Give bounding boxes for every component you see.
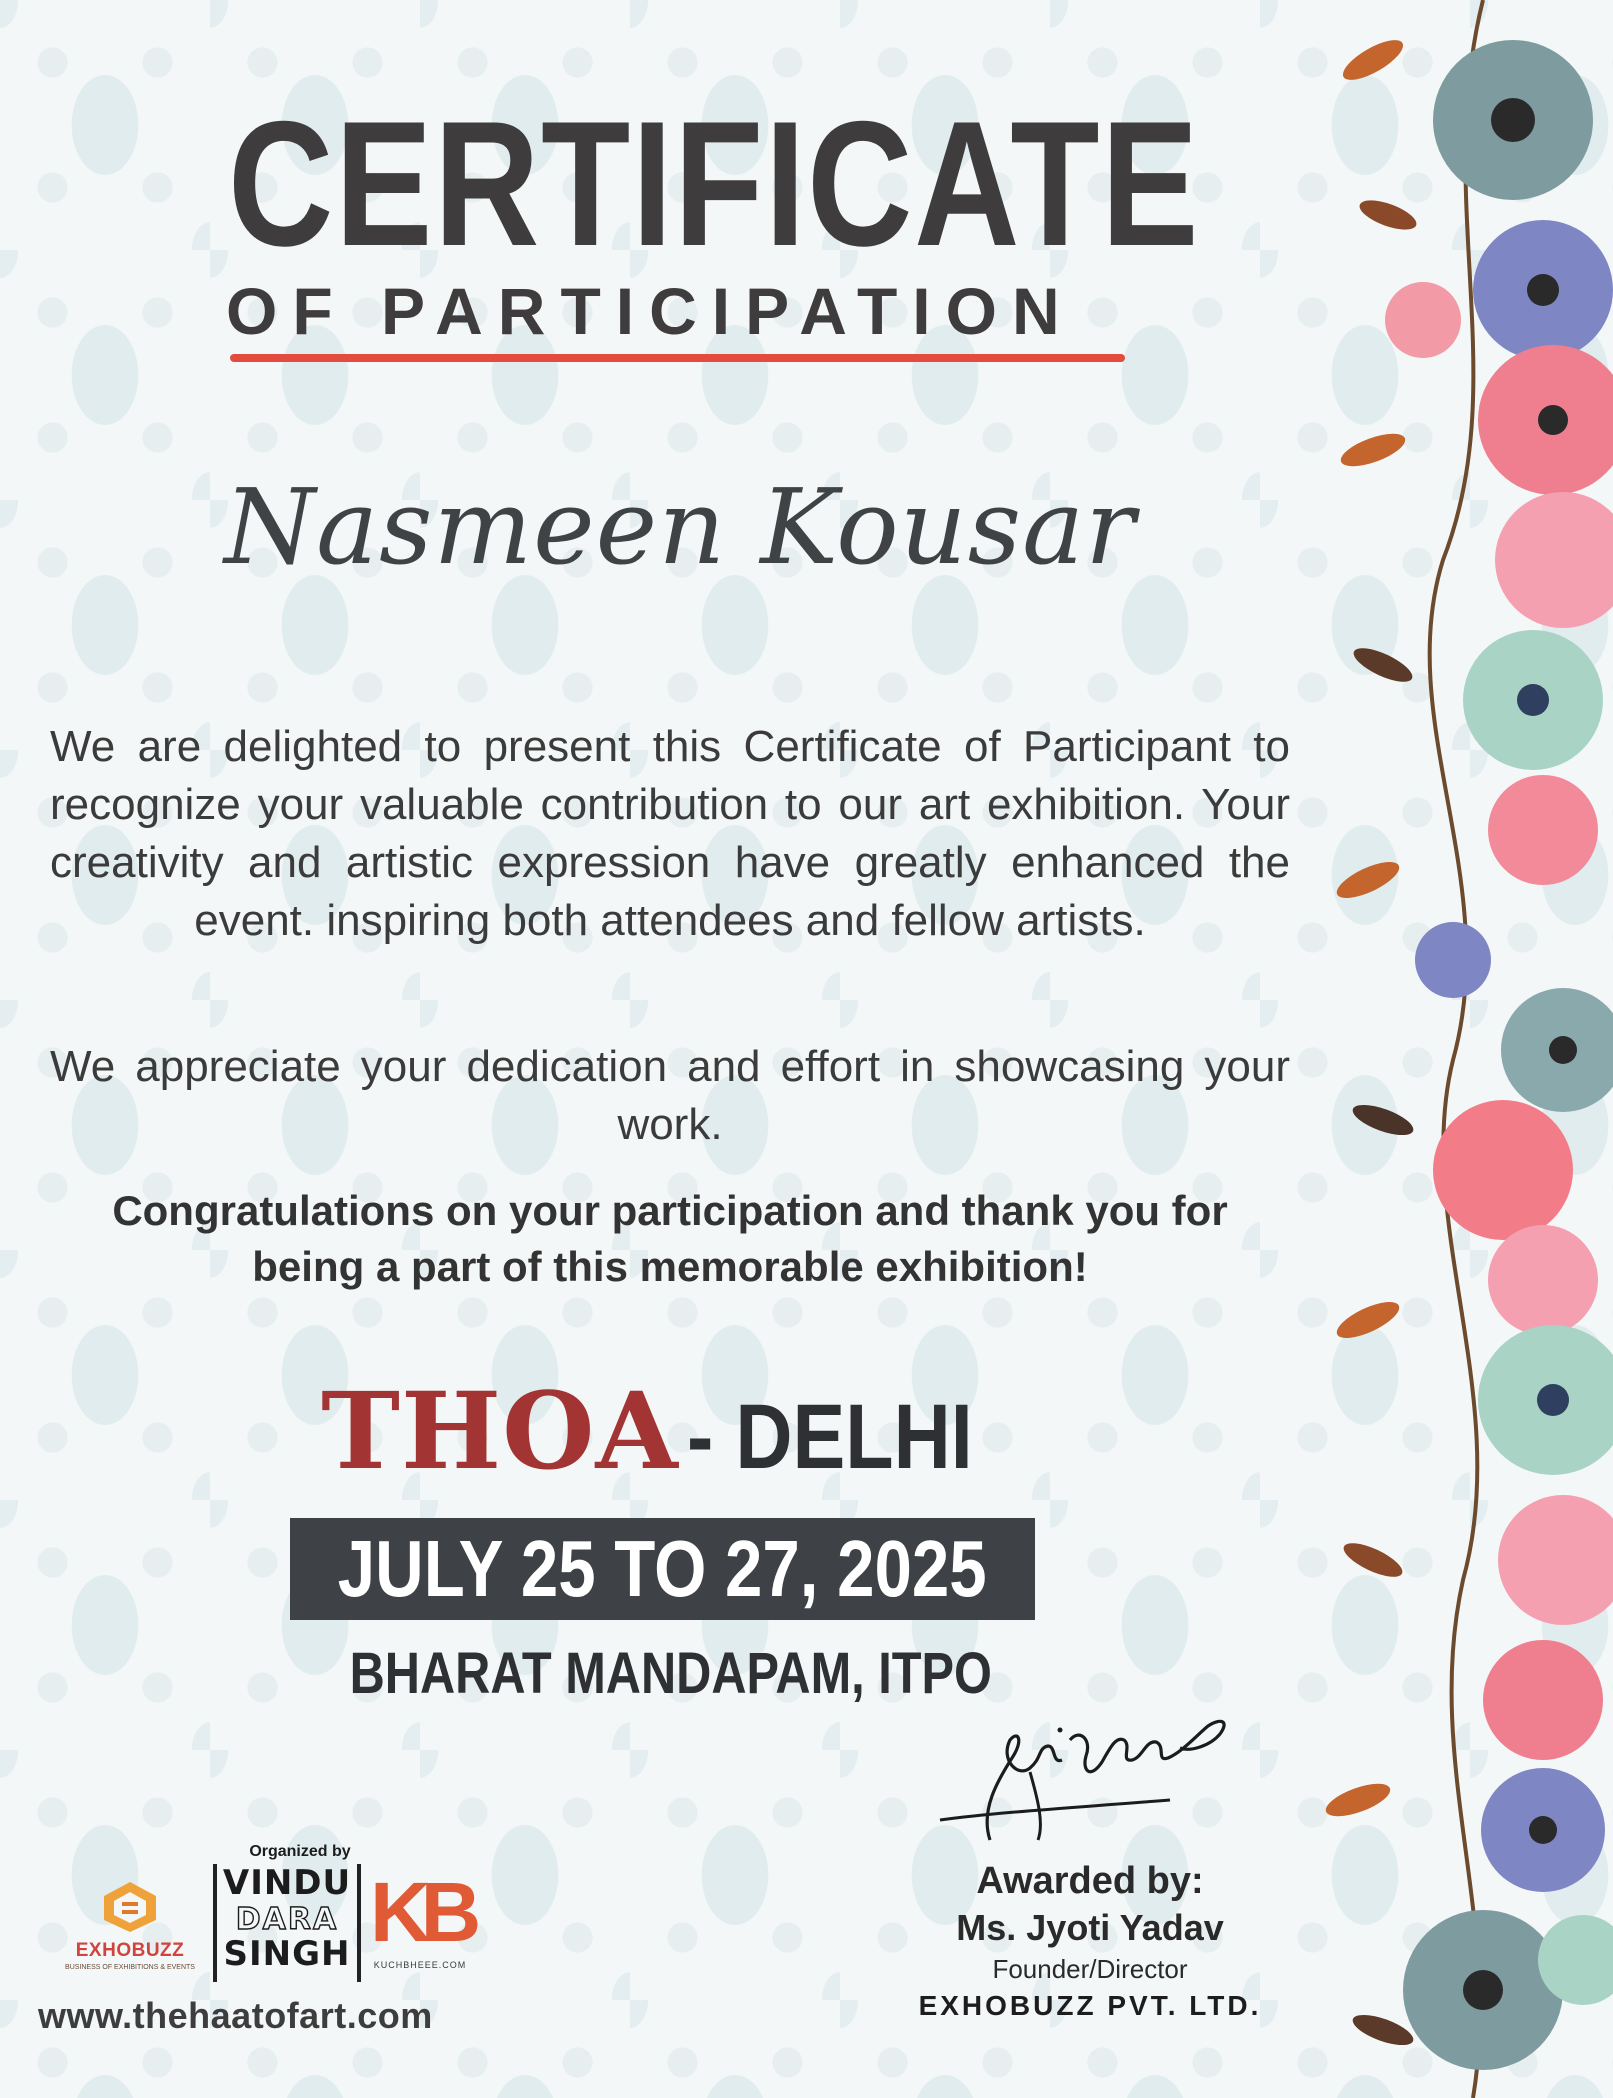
flower-pink [1488,1225,1598,1335]
floral-border [1313,0,1613,2098]
flower-pink [1495,492,1613,628]
kb-mark: KB [370,1865,472,1959]
flower-purple [1415,922,1491,998]
flower-pink [1478,345,1613,495]
flower-teal [1433,40,1593,200]
flowers [1385,40,1613,2070]
event-date-bar [290,1518,1035,1620]
vindu-line-1: VINDU [222,1863,352,1903]
kuchbheee-logo [370,1864,470,1982]
vindu-line-3: SINGH [223,1934,351,1975]
body-paragraph-1: We are delighted to present this Certificate of Participant to recognize your valuable contribution to our art exhibition. Your creativity and artistic expression have greatly enhanced the event. inspiring both attendees and fellow artists. [50,722,1290,945]
event-name: THOA [321,1368,679,1493]
exhobuzz-name: EXHOBUZZ [75,1940,185,1961]
event-city: - DELHI [686,1386,973,1488]
recipient-name: Nasmeen Kousar [224,466,1136,588]
vindu-dara-singh-logo [213,1864,361,1982]
vindu-line-2: DARA [235,1901,339,1937]
signature [920,1700,1260,1850]
event-heading [200,1368,1140,1493]
flower-teal [1403,1910,1563,2070]
organized-by-label: Organized by [249,1843,351,1860]
exhobuzz-logo [50,1880,210,1980]
certificate-subtitle: OF PARTICIPATION [226,274,1075,348]
exhobuzz-tagline: BUSINESS OF EXHIBITIONS & EVENTS [65,1964,195,1971]
flower-pink [1498,1495,1613,1625]
flower-mint [1478,1325,1613,1475]
kb-site: KUCHBHEEE.COM [373,1960,467,1970]
signature-scribble [920,1700,1260,1850]
flower-purple [1473,220,1613,360]
website-url: www.thehaatofart.com [38,1995,433,2036]
congratulations-text: Congratulations on your participation and thank you for being a part of this memorable exhibition! [112,1187,1228,1290]
title-underline [230,354,1125,362]
body-paragraph-2: We appreciate your dedication and effort in showcasing your work. [50,1042,1290,1149]
exhobuzz-hexagon-icon [100,1880,160,1934]
flower-teal [1501,988,1613,1112]
awarded-by-label: Awarded by: [976,1860,1204,1902]
flower-mint [1463,630,1603,770]
flower-pink [1385,282,1461,358]
awarder-company: EXHOBUZZ PVT. LTD. [918,1990,1262,2021]
awarder-role: Founder/Director [992,1954,1188,1984]
awarded-block [880,1862,1300,2020]
awarder-name: Ms. Jyoti Yadav [956,1907,1224,1948]
flower-pink [1433,1100,1573,1240]
event-dates: JULY 25 TO 27, 2025 [338,1524,987,1613]
flower-pink [1488,775,1598,885]
flower-purple [1481,1768,1605,1892]
certificate-title: CERTIFICATE [228,84,1201,283]
flower-pink [1483,1640,1603,1760]
event-venue: BHARAT MANDAPAM, ITPO [349,1641,992,1706]
